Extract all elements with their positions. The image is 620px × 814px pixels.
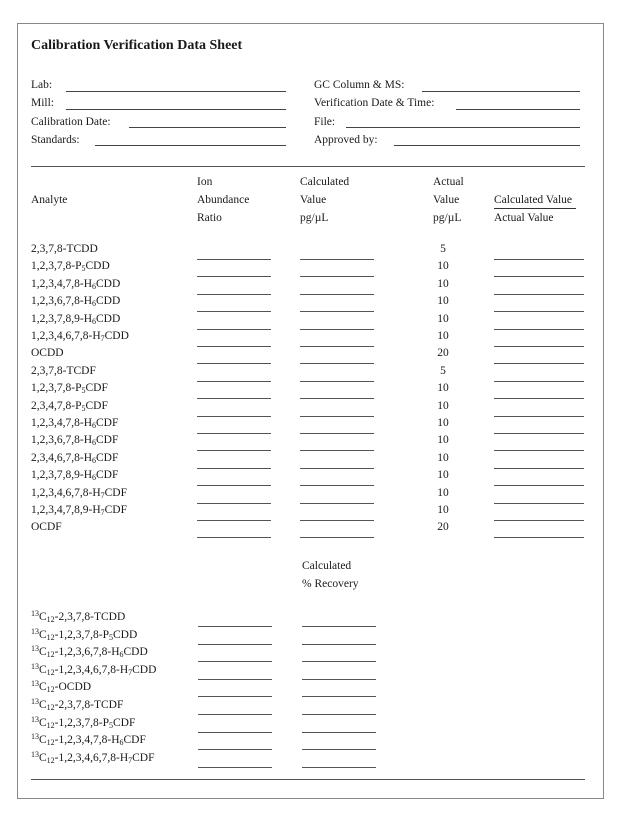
labeled-standard-name: $^{13}C_{12}$-OCDD	[31, 679, 92, 695]
calculated-value-field[interactable]	[300, 468, 374, 469]
analyte-name: $1,2,3,7,8-P_5CDF$	[31, 382, 108, 396]
percent-recovery-field[interactable]	[302, 644, 376, 645]
ion-abundance-ratio-field[interactable]	[198, 679, 272, 680]
labeled-standard-name: $^{13}C_{12}-2,3,7,8$-TCDF	[31, 697, 124, 712]
calculated-value-field[interactable]	[300, 311, 374, 312]
analyte-name: $1,2,3,4,7,8-H_6CDD$	[31, 277, 121, 291]
ion-abundance-ratio-field[interactable]	[197, 346, 271, 347]
analyte-name: 2,3,7,8-TCDF	[31, 364, 96, 377]
ion-abundance-ratio-field[interactable]	[198, 696, 272, 697]
actual-value: 10	[437, 382, 449, 395]
labeled-standard-name: $^{13}C_{12}-2,3,7,8$-TCDD	[31, 609, 126, 624]
actual-value-header: Actual Value pg/µL	[433, 176, 464, 224]
verification-date-label: Verification Date & Time:	[314, 97, 435, 109]
percent-recovery-field[interactable]	[302, 732, 376, 733]
percent-recovery-field[interactable]	[302, 626, 376, 627]
calc-actual-ratio-field[interactable]	[494, 468, 584, 469]
labeled-standard-name: $^{13}C_{12}-1,2,3,7,8-P_5CDF$	[31, 714, 136, 730]
calculated-value-field[interactable]	[300, 433, 374, 434]
calc-actual-ratio-field[interactable]	[494, 276, 584, 277]
ion-abundance-ratio-field[interactable]	[197, 363, 271, 364]
ion-abundance-ratio-field[interactable]	[197, 468, 271, 469]
calc-actual-ratio-field[interactable]	[494, 416, 584, 417]
ion-abundance-ratio-field[interactable]	[197, 450, 271, 451]
ion-abundance-ratio-field[interactable]	[198, 749, 272, 750]
analyte-name: $1,2,3,6,7,8-H_6CDF$	[31, 434, 119, 448]
standards-field[interactable]	[95, 145, 286, 146]
analyte-name: $2,3,4,7,8-P_5CDF$	[31, 399, 108, 413]
calculated-value-field[interactable]	[300, 363, 374, 364]
calculated-value-field[interactable]	[300, 259, 374, 260]
actual-value: 10	[437, 504, 449, 516]
approved-by-field[interactable]	[394, 145, 580, 146]
ion-abundance-ratio-field[interactable]	[197, 416, 271, 417]
calculated-value-field[interactable]	[300, 537, 374, 538]
ion-abundance-header: Ion Abundance Ratio	[197, 176, 250, 224]
calculated-value-field[interactable]	[300, 276, 374, 277]
actual-value: 5	[440, 364, 446, 377]
calc-actual-ratio-field[interactable]	[494, 294, 584, 295]
calculated-value-field[interactable]	[300, 485, 374, 486]
labeled-standard-name: $^{13}C_{12}-1,2,3,4,6,7,8-H_7CDD$	[31, 661, 157, 677]
calculated-value-field[interactable]	[300, 416, 374, 417]
mill-label: Mill:	[31, 97, 55, 109]
calculated-value-field[interactable]	[300, 520, 374, 521]
ion-abundance-ratio-field[interactable]	[198, 714, 272, 715]
analyte-name: $1,2,3,7,8-P_5CDD$	[31, 260, 110, 274]
approved-by-label: Approved by:	[314, 134, 378, 146]
divider-bottom	[31, 779, 585, 780]
ion-abundance-ratio-field[interactable]	[198, 644, 272, 645]
ion-abundance-ratio-field[interactable]	[198, 732, 272, 733]
actual-value: 10	[437, 312, 449, 325]
analyte-name: $1,2,3,4,6,7,8-H_7CDD$	[31, 330, 129, 343]
analyte-name: OCDD	[31, 347, 64, 360]
analyte-name: $2,3,4,6,7,8-H_6CDF$	[31, 451, 119, 465]
calc-over-actual-header: Calculated Value Actual Value	[494, 194, 573, 224]
percent-recovery-field[interactable]	[302, 661, 376, 662]
actual-value: 10	[437, 486, 449, 499]
gc-column-label: GC Column & MS:	[314, 79, 405, 91]
recovery-header: Calculated % Recovery	[302, 560, 359, 590]
percent-recovery-field[interactable]	[302, 714, 376, 715]
ratio-fraction-line	[494, 208, 576, 209]
percent-recovery-field[interactable]	[302, 749, 376, 750]
analyte-name: $1,2,3,7,8,9-H_6CDF$	[31, 469, 119, 483]
labeled-standard-name: $^{13}C_{12}-1,2,3,4,7,8-H_6CDF$	[31, 732, 146, 748]
divider-top	[31, 166, 585, 167]
actual-value: 10	[437, 417, 449, 429]
calc-actual-ratio-field[interactable]	[494, 398, 584, 399]
actual-value: 10	[437, 399, 449, 412]
calculated-value-field[interactable]	[300, 329, 374, 330]
calc-actual-ratio-field[interactable]	[494, 450, 584, 451]
calc-actual-ratio-field[interactable]	[494, 363, 584, 364]
calc-actual-ratio-field[interactable]	[494, 520, 584, 521]
calculated-value-field[interactable]	[300, 503, 374, 504]
calc-actual-ratio-field[interactable]	[494, 329, 584, 330]
ion-abundance-ratio-field[interactable]	[198, 661, 272, 662]
analyte-name: OCDF	[31, 521, 62, 534]
ion-abundance-ratio-field[interactable]	[197, 329, 271, 330]
lab-field[interactable]	[66, 91, 286, 92]
actual-value: 10	[437, 451, 449, 464]
calc-actual-ratio-field[interactable]	[494, 346, 584, 347]
ion-abundance-ratio-field[interactable]	[197, 503, 271, 504]
analyte-name: $1,2,3,6,7,8-H_6CDD$	[31, 295, 121, 309]
analyte-name: $1,2,3,4,7,8-H_6CDF$	[31, 417, 119, 430]
ion-abundance-ratio-field[interactable]	[197, 381, 271, 382]
calculated-value-field[interactable]	[300, 346, 374, 347]
ion-abundance-ratio-field[interactable]	[197, 485, 271, 486]
analyte-name: $1,2,3,7,8,9-H_6CDD$	[31, 312, 121, 326]
actual-value: 10	[437, 277, 449, 290]
calibration-date-field[interactable]	[129, 127, 286, 128]
ion-abundance-ratio-field[interactable]	[197, 520, 271, 521]
calc-actual-ratio-field[interactable]	[494, 311, 584, 312]
calculated-value-field[interactable]	[300, 294, 374, 295]
ion-abundance-ratio-field[interactable]	[197, 276, 271, 277]
percent-recovery-field[interactable]	[302, 679, 376, 680]
calc-actual-ratio-field[interactable]	[494, 537, 584, 538]
percent-recovery-field[interactable]	[302, 767, 376, 768]
ion-abundance-ratio-field[interactable]	[197, 433, 271, 434]
calc-actual-ratio-field[interactable]	[494, 503, 584, 504]
labeled-standard-name: $^{13}C_{12}-1,2,3,6,7,8-H_6CDD$	[31, 644, 148, 660]
ion-abundance-ratio-field[interactable]	[197, 294, 271, 295]
sheet-title: Calibration Verification Data Sheet	[31, 38, 243, 53]
verification-date-field[interactable]	[456, 109, 580, 110]
actual-value: 20	[437, 521, 449, 534]
lab-label: Lab:	[31, 79, 53, 91]
calibration-date-label: Calibration Date:	[31, 116, 111, 128]
actual-value: 10	[437, 295, 449, 308]
analyte-name: 2,3,7,8-TCDD	[31, 243, 98, 255]
actual-value: 5	[440, 243, 446, 255]
calc-actual-ratio-field[interactable]	[494, 381, 584, 382]
ion-abundance-ratio-field[interactable]	[197, 537, 271, 538]
calculated-value-field[interactable]	[300, 398, 374, 399]
analyte-name: $1,2,3,4,7,8,9-H_7CDF$	[31, 504, 128, 517]
calculated-value-header: Calculated Value pg/µL	[300, 176, 350, 224]
ion-abundance-ratio-field[interactable]	[198, 767, 272, 768]
file-label: File:	[314, 116, 336, 128]
labeled-standard-name: $^{13}C_{12}-1,2,3,7,8-P_5CDD$	[31, 626, 138, 642]
actual-value: 10	[437, 434, 449, 447]
actual-value: 20	[437, 347, 449, 360]
labeled-standard-name: $^{13}C_{12}-1,2,3,4,6,7,8-H_7CDF$	[31, 749, 155, 765]
calc-actual-ratio-field[interactable]	[494, 259, 584, 260]
ion-abundance-ratio-field[interactable]	[197, 259, 271, 260]
actual-value: 10	[437, 330, 449, 342]
standards-label: Standards:	[31, 134, 80, 146]
actual-value: 10	[437, 469, 449, 482]
calculated-value-field[interactable]	[300, 450, 374, 451]
actual-value: 10	[437, 260, 449, 273]
mill-field[interactable]	[66, 109, 286, 110]
percent-recovery-field[interactable]	[302, 696, 376, 697]
file-field[interactable]	[346, 127, 580, 128]
calc-actual-ratio-field[interactable]	[494, 433, 584, 434]
ion-abundance-ratio-field[interactable]	[198, 626, 272, 627]
calculated-value-field[interactable]	[300, 381, 374, 382]
ion-abundance-ratio-field[interactable]	[197, 311, 271, 312]
analyte-header: Analyte	[31, 194, 68, 206]
ion-abundance-ratio-field[interactable]	[197, 398, 271, 399]
calc-actual-ratio-field[interactable]	[494, 485, 584, 486]
analyte-name: $1,2,3,4,6,7,8-H_7CDF$	[31, 486, 128, 500]
gc-column-field[interactable]	[422, 91, 580, 92]
